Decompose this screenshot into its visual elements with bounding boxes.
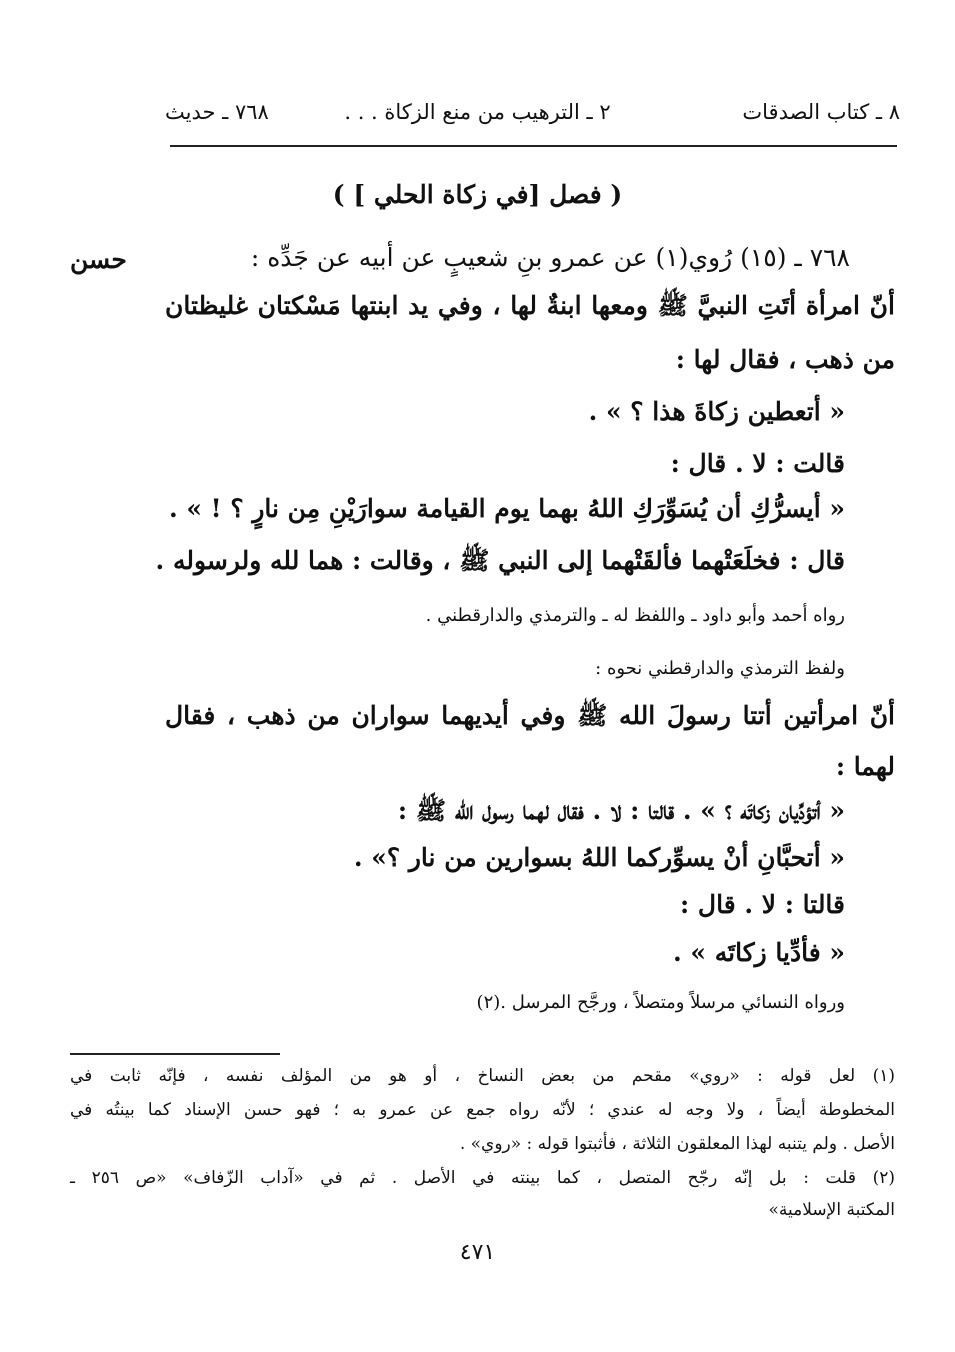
hadith-text-line: قال : فخلَعَتْهما فألقَتْهما إلى النبي ﷺ ، وقالت : هما لله ولرسوله . <box>155 546 845 575</box>
page-number: ٤٧١ <box>459 1240 496 1265</box>
footnote-line: المخطوطة أيضاً ، ولا وجه له عندي ؛ لأنّه رواه جمع عن عمرو به ؛ فهو حسن الإسناد كما بينتُه في <box>70 1100 895 1120</box>
running-header-hadith-ref: ٧٦٨ ـ حديث <box>165 100 269 124</box>
hadith-text-line: « أتؤدِّيان زكاتَه ؟ » . قالتا : لا . فقال لهما رسول الله ﷺ : <box>397 796 845 825</box>
source-note: ولفظ الترمذي والدارقطني نحوه : <box>595 658 845 679</box>
hadith-grade: حسن <box>70 245 127 274</box>
running-header-chapter: ٢ ـ الترهيب من منع الزكاة . . . <box>344 100 611 124</box>
hadith-text-line: لهما : <box>835 752 895 781</box>
hadith-text-line: قالتا : لا . قال : <box>679 890 845 919</box>
header-divider <box>170 145 897 147</box>
hadith-text-line: « أيسرُّكِ أن يُسَوِّرَكِ اللهُ بهما يوم القيامة سوارَيْنِ مِن نارٍ ؟ ! » . <box>168 494 845 523</box>
source-note: رواه أحمد وأبو داود ـ واللفظ له ـ والترمذي والدارقطني . <box>425 605 845 626</box>
footnote-line: المكتبة الإسلامية» <box>768 1200 895 1220</box>
footnote-divider <box>70 1053 280 1055</box>
hadith-text-line: « أتعطين زكاةَ هذا ؟ » . <box>588 397 845 426</box>
hadith-text-line: أنّ امرأتين أتتا رسولَ الله ﷺ وفي أيديهما سواران من ذهب ، فقال <box>165 701 895 730</box>
hadith-text-line: « أتحبَّانِ أنْ يسوِّركما اللهُ بسوارين من نار ؟» . <box>353 843 845 872</box>
footnote-line: (٢) قلت : بل إنّه رجّح المتصل ، كما بينته في الأصل . ثم في «آداب الزّفاف» «ص ٢٥٦ ـ <box>70 1168 896 1188</box>
hadith-heading: ٧٦٨ ـ (١٥) رُوي(١) عن عمرو بنِ شعيبٍ عن أبيه عن جَدِّه : <box>250 243 850 272</box>
section-title: ( فصل [في زكاة الحلي ] ) <box>332 180 623 209</box>
hadith-text-line: من ذهب ، فقال لها : <box>675 345 895 374</box>
hadith-text-line: « فأدِّيا زكاتَه » . <box>673 938 845 967</box>
footnote-line: الأصل . ولم يتنبه لهذا المعلقون الثلاثة ، فأثبتوا قوله : «روي» . <box>459 1134 895 1154</box>
footnote-line: (١) لعل قوله : «روي» مقحم من بعض النساخ ، أو هو من المؤلف نفسه ، فإنّه ثابت في <box>70 1066 895 1086</box>
running-header-book: ٨ ـ كتاب الصدقات <box>742 100 900 124</box>
hadith-text-line: قالت : لا . قال : <box>670 449 845 478</box>
hadith-text-line: أنّ امرأة أتَتِ النبيَّ ﷺ ومعها ابنةٌ لها ، وفي يد ابنتها مَسْكتان غليظتان <box>165 291 895 320</box>
source-note: ورواه النسائي مرسلاً ومتصلاً ، ورجَّح المرسل .(٢) <box>476 992 845 1013</box>
